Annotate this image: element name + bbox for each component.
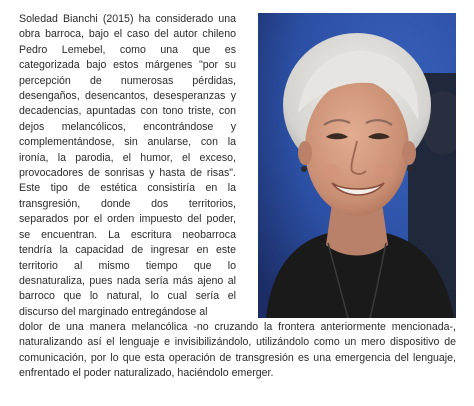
text-line: provocadores de sonrisas y hasta de risas". bbox=[19, 167, 236, 180]
text-line: desnaturaliza, pues nada sería más ajeno al bbox=[19, 274, 236, 287]
text-line: naturalizando así el lenguaje e invisibilizándolo, utilizándolo como un mero dispositivo de bbox=[19, 336, 456, 349]
earring-right bbox=[407, 166, 413, 172]
text-line: separados por el orden impuesto del poder, bbox=[19, 213, 236, 226]
cheek-left bbox=[320, 164, 340, 178]
text-line: dejos melancólicos, encontrándose y bbox=[19, 120, 236, 133]
text-line: transgresión, donde dos territorios, bbox=[19, 197, 236, 210]
article-column-text bbox=[19, 12, 236, 320]
text-line: Soledad Bianchi (2015) ha considerado una bbox=[19, 13, 236, 25]
text-line: Pedro Lemebel, como una que es bbox=[19, 43, 236, 56]
text-line: categorizada bajo estos márgenes "por su bbox=[19, 59, 236, 72]
text-line: barroco que lo natural, lo cual sería el bbox=[19, 290, 236, 303]
text-line: obra barroca, bajo el caso del autor chileno bbox=[19, 28, 236, 41]
article-full-width-text bbox=[19, 320, 456, 382]
ear-right bbox=[402, 141, 416, 165]
earring-left bbox=[301, 166, 307, 172]
portrait-photo bbox=[258, 13, 456, 318]
text-line: dolor de una manera melancólica -no cruzando la frontera anteriormente mencionada-, bbox=[19, 321, 456, 333]
text-line: desengaños, desencantos, desesperanzas y bbox=[19, 90, 236, 103]
text-line: complementándose, sin anularse, con la bbox=[19, 136, 236, 149]
text-line: decadencias, apuntadas con tono triste, con bbox=[19, 105, 236, 118]
text-line: se encuentran. La escritura neobarroca bbox=[19, 228, 236, 241]
cheek-right bbox=[374, 164, 394, 178]
text-line: territorio al mismo tiempo que lo bbox=[19, 259, 236, 272]
portrait-illustration bbox=[258, 13, 456, 318]
text-line: tendría la capacidad de ingresar en este bbox=[19, 244, 236, 257]
ear-left bbox=[298, 141, 312, 165]
text-line: comunicación, por lo que esta operación de transgresión es una emergencia del lenguaje, bbox=[19, 351, 456, 364]
text-line: ironía, la parodia, el humor, el exceso, bbox=[19, 151, 236, 164]
text-line: enfrentado el poder naturalizado, haciéndolo emerger. bbox=[19, 367, 274, 380]
text-line: discurso del marginado entregándose al bbox=[19, 305, 208, 318]
text-line: percepción de numerosas pérdidas, bbox=[19, 74, 236, 87]
text-line: Este tipo de estética consistiría en la bbox=[19, 182, 236, 195]
